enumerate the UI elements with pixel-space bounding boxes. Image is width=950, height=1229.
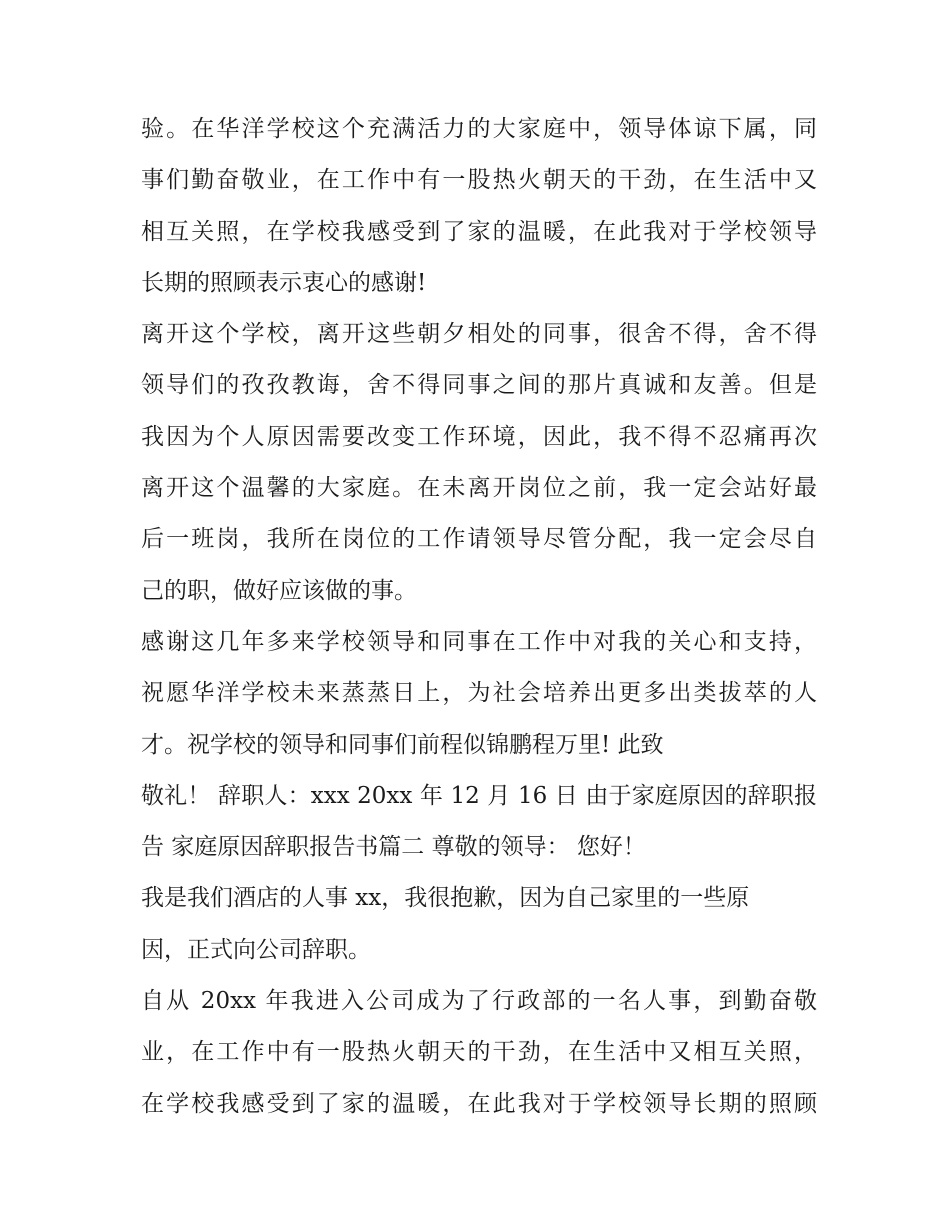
text-line: 验。在华洋学校这个充满活力的大家庭中，领导体谅下属，同 <box>141 116 817 142</box>
text-line: 才。祝学校的领导和同事们前程似锦鹏程万里! 此致 <box>141 731 664 758</box>
document-body <box>141 104 817 1130</box>
text-line: 祝愿华洋学校未来蒸蒸日上，为社会培养出更多出类拔萃的人 <box>141 680 817 707</box>
text-line: 己的职，做好应该做的事。 <box>141 577 417 604</box>
text-line: 告 家庭原因辞职报告书篇二 尊敬的领导： 您好！ <box>141 834 646 861</box>
text-line: 敬礼！ 辞职人：xxx 20xx 年 12 月 16 日 由于家庭原因的辞职报 <box>141 782 817 809</box>
text-line: 感谢这几年多来学校领导和同事在工作中对我的关心和支持， <box>141 628 817 655</box>
text-line: 离开这个温馨的大家庭。在未离开岗位之前，我一定会站好最 <box>141 475 817 502</box>
text-line: 后一班岗，我所在岗位的工作请领导尽管分配，我一定会尽自 <box>141 526 817 553</box>
text-line: 我是我们酒店的人事 xx，我很抱歉，因为自己家里的一些原 <box>141 885 750 912</box>
text-line: 事们勤奋敬业，在工作中有一股热火朝天的干劲，在生活中又 <box>141 167 817 194</box>
text-line: 长期的照顾表示衷心的感谢! <box>141 269 427 296</box>
text-line: 业，在工作中有一股热火朝天的干劲，在生活中又相互关照， <box>141 1039 817 1066</box>
text-line: 相互关照，在学校我感受到了家的温暖，在此我对于学校领导 <box>141 218 817 245</box>
text-line: 自从 20xx 年我进入公司成为了行政部的一名人事，到勤奋敬 <box>141 988 817 1015</box>
text-line: 离开这个学校，离开这些朝夕相处的同事，很舍不得，舍不得 <box>141 321 817 348</box>
text-line: 领导们的孜孜教诲，舍不得同事之间的那片真诚和友善。但是 <box>141 372 817 399</box>
text-line: 在学校我感受到了家的温暖，在此我对于学校领导长期的照顾 <box>141 1090 817 1117</box>
text-line: 我因为个人原因需要改变工作环境，因此，我不得不忍痛再次 <box>141 423 817 450</box>
text-line: 因，正式向公司辞职。 <box>141 936 371 963</box>
